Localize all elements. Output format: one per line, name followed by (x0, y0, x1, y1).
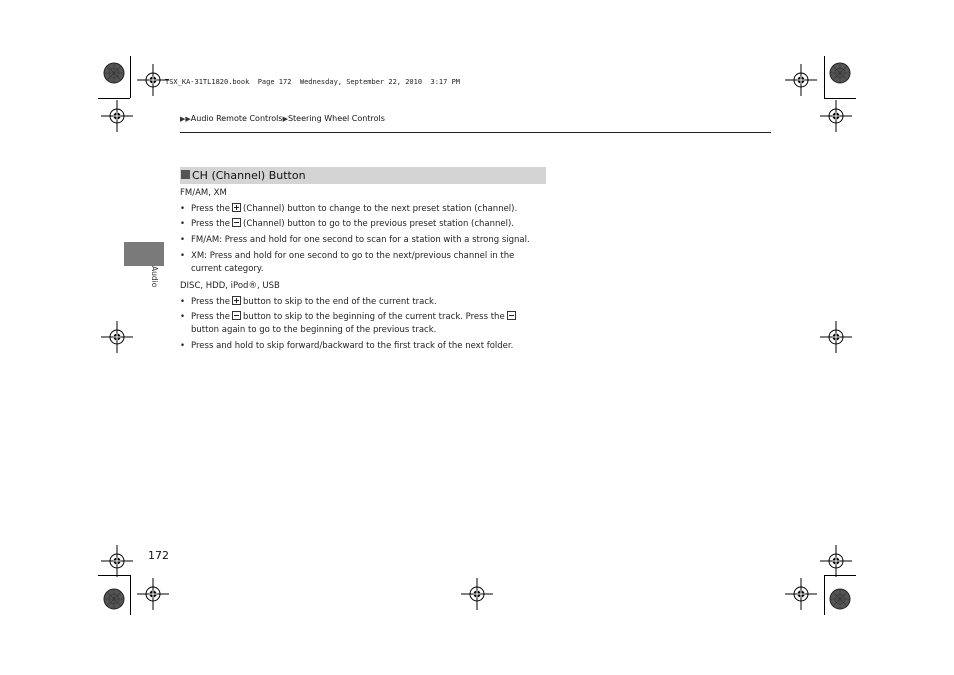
bullet-text: button again to go to the beginning of the previous track. (191, 325, 437, 335)
registration-mark-icon (101, 321, 133, 353)
bullet-text: Press the (191, 297, 231, 307)
bullet-text: button to skip to the beginning of the current track. Press the (243, 312, 505, 322)
registration-mark-icon (785, 578, 817, 610)
registration-mark-icon (137, 578, 169, 610)
bullet-text: FM/AM: Press and hold for one second to scan for a station with a strong signal. (191, 235, 530, 245)
breadcrumb-arrow-icon: ▶▶ (180, 115, 191, 123)
sub-heading: DISC, HDD, iPod®, USB (180, 281, 280, 291)
bullet-text: Press the (191, 312, 231, 322)
section-title: CH (Channel) Button (192, 169, 306, 182)
registration-mark-icon (820, 545, 852, 577)
bullet-text: (Channel) button to change to the next preset station (channel). (243, 204, 518, 214)
color-bar-icon (104, 589, 124, 609)
breadcrumb-arrow-icon: ▶ (282, 115, 288, 123)
print-header: TSX_KA-31TL1820.book Page 172 Wednesday, September 22, 2010 3:17 PM (165, 78, 461, 86)
registration-mark-icon (137, 64, 169, 96)
registration-mark-icon (101, 100, 133, 132)
bullet-text: Press and hold to skip forward/backward to the first track of the next folder. (191, 341, 514, 351)
registration-mark-icon (461, 578, 493, 610)
color-bar-icon (830, 589, 850, 609)
color-bar-icon (830, 63, 850, 83)
registration-mark-icon (820, 321, 852, 353)
sub-heading: FM/AM, XM (180, 188, 227, 198)
registration-mark-icon (101, 545, 133, 577)
color-bar-icon (104, 63, 124, 83)
breadcrumb-item[interactable]: Steering Wheel Controls (287, 114, 385, 123)
bullet-text: button to skip to the end of the current track. (243, 297, 437, 307)
page-number: 172 (148, 549, 169, 562)
bullet-text: Press the (191, 204, 231, 214)
breadcrumb-item[interactable]: Audio Remote Controls (190, 114, 283, 123)
chapter-label: Audio (150, 266, 159, 288)
bullet-text: XM: Press and hold for one second to go to the next/previous channel in the current category. (191, 251, 515, 274)
registration-mark-icon (820, 100, 852, 132)
bullet-text: Press the (191, 219, 231, 229)
bullet-text: (Channel) button to go to the previous preset station (channel). (243, 219, 515, 229)
registration-mark-icon (785, 64, 817, 96)
